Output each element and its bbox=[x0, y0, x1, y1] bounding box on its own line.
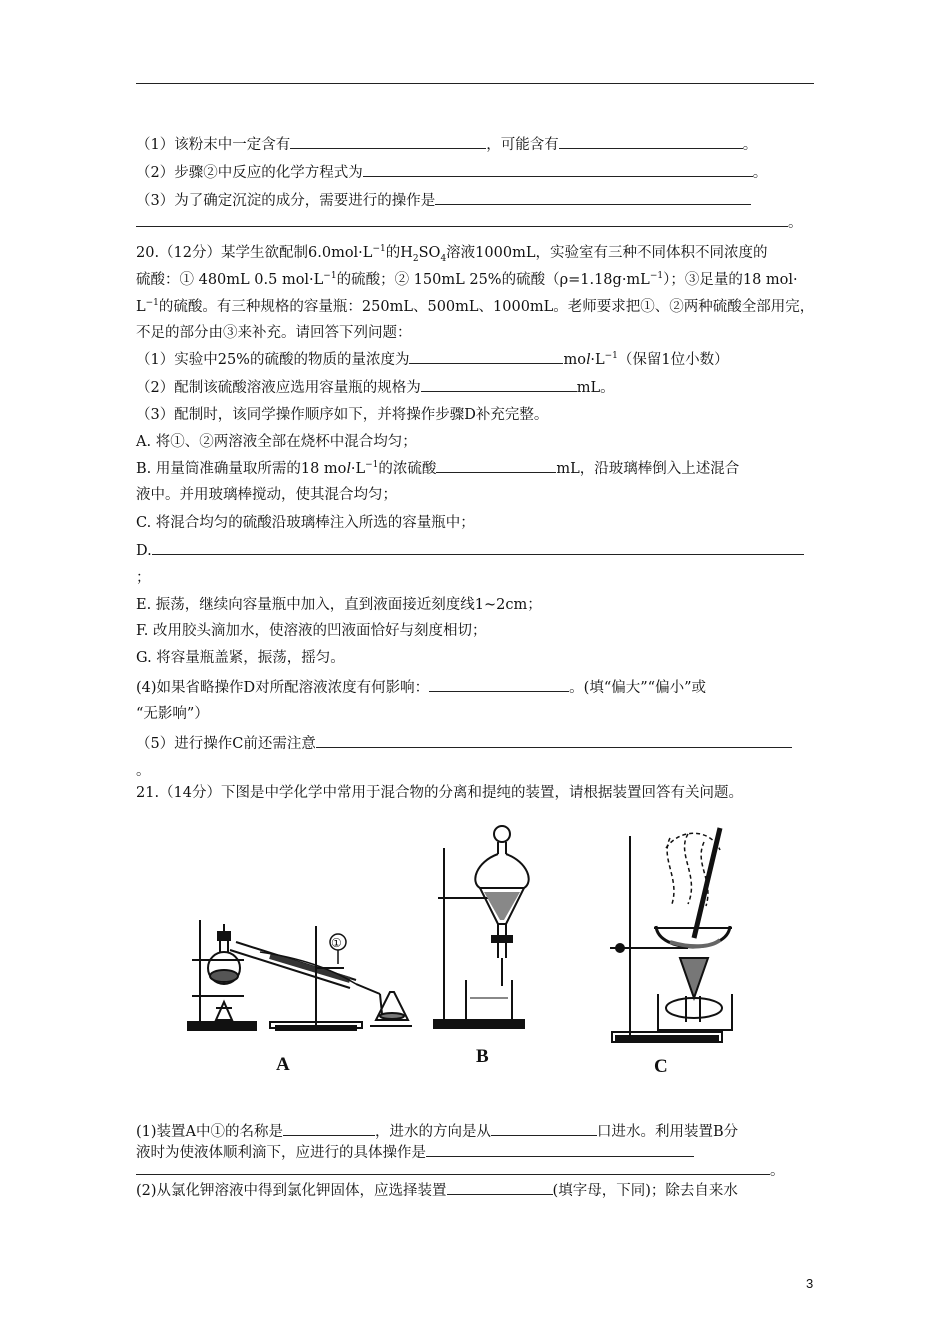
q19-line-3: （3）为了确定沉淀的成分，需要进行的操作是 bbox=[136, 190, 814, 211]
q21-part-2: (2)从氯化钾溶液中得到氯化钾固体，应选择装置 (填字母，下同)；除去自来水 bbox=[136, 1180, 814, 1201]
q19-line-1: （1）该粉末中一定含有 ，可能含有 。 bbox=[136, 134, 814, 155]
label-a: A bbox=[276, 1054, 290, 1075]
q19-line-2: （2）步骤②中反应的化学方程式为 。 bbox=[136, 162, 814, 183]
q20-intro-2: 硫酸：① 480mL 0.5 $mol\cdot L^{-1}$的硫酸；② 150mL 25%的硫酸$(\rho=1.18g\cdot mL^{-1})$；③足量的18 mol· bbox=[136, 271, 798, 288]
q21-intro: 21.（14分）下图是中学化学中常用于混合物的分离和提纯的装置，请根据装置回答有关问题。 bbox=[136, 785, 744, 801]
label-b: B bbox=[476, 1046, 489, 1067]
q20-step-c: C. 将混合均匀的硫酸沿玻璃棒注入所选的容量瓶中； bbox=[136, 515, 475, 531]
q20-part-5-end: 。 bbox=[136, 763, 151, 779]
q21-part-1-end: 。 bbox=[136, 1160, 814, 1181]
apparatus-drawing bbox=[180, 808, 770, 1088]
answer-blank[interactable] bbox=[435, 190, 751, 205]
condenser-marker: ① bbox=[331, 936, 342, 950]
q21-part-1-cont: 液时为使液体顺利滴下，应进行的具体操作是 bbox=[136, 1142, 814, 1163]
q20-part-5: （5）进行操作C前还需注意 bbox=[136, 733, 814, 754]
answer-blank[interactable] bbox=[421, 377, 577, 392]
answer-blank[interactable] bbox=[426, 1142, 694, 1157]
answer-blank[interactable] bbox=[283, 1121, 375, 1136]
q20-step-a: A. 将①、②两溶液全部在烧杯中混合均匀； bbox=[136, 434, 417, 450]
q20-part-2: （2）配制该硫酸溶液应选用容量瓶的规格为 mL。 bbox=[136, 377, 814, 398]
q20-step-b-cont: 液中。并用玻璃棒搅动，使其混合均匀； bbox=[136, 487, 397, 503]
apparatus-b-separatory-funnel bbox=[434, 826, 529, 1028]
answer-blank[interactable] bbox=[136, 212, 788, 227]
apparatus-a-distillation bbox=[188, 920, 412, 1030]
header-rule bbox=[136, 83, 814, 84]
answer-blank[interactable] bbox=[316, 733, 792, 748]
label-c: C bbox=[654, 1056, 668, 1077]
q20-step-d-end: ； bbox=[136, 570, 151, 586]
answer-blank[interactable] bbox=[559, 134, 743, 149]
answer-blank[interactable] bbox=[436, 458, 556, 473]
answer-blank[interactable] bbox=[152, 540, 804, 555]
q21-part-1: (1)装置A中①的名称是 ，进水的方向是从 口进水。利用装置B分 bbox=[136, 1121, 814, 1142]
answer-blank[interactable] bbox=[409, 349, 563, 364]
q20-step-g: G. 将容量瓶盖紧，振荡，摇匀。 bbox=[136, 650, 345, 666]
q20-intro-3: $L^{-1}$的硫酸。有三种规格的容量瓶：250mL、500mL、1000mL。老师要求把①、②两种硫酸全部用完， bbox=[136, 298, 815, 315]
q20-part-3: （3）配制时，该同学操作顺序如下，并将操作步骤D补充完整。 bbox=[136, 407, 549, 423]
answer-blank[interactable] bbox=[491, 1121, 597, 1136]
q20-intro-4: 不足的部分由③来补充。请回答下列问题： bbox=[136, 325, 412, 341]
q20-step-e: E. 振荡，继续向容量瓶中加入，直到液面接近刻度线1~2cm； bbox=[136, 597, 542, 613]
apparatus-figure bbox=[180, 808, 770, 1088]
q20-step-f: F. 改用胶头滴加水，使溶液的凹液面恰好与刻度相切； bbox=[136, 623, 487, 639]
answer-blank[interactable] bbox=[290, 134, 486, 149]
answer-blank[interactable] bbox=[429, 677, 569, 692]
apparatus-c-evaporation bbox=[610, 828, 732, 1042]
q20-part-1: （1）实验中25%的硫酸的物质的量浓度为 $mol\cdot L^{-1}$（保留1位小数） bbox=[136, 351, 729, 368]
q20-part-4: (4)如果省略操作D对所配溶液浓度有何影响： 。(填“偏大”“偏小”或 bbox=[136, 677, 814, 698]
q20-step-b: B. 用量筒准确量取所需的18 $mol\cdot L^{-1}$的浓硫酸 mL，沿玻璃棒倒入上述混合 bbox=[136, 460, 740, 477]
answer-blank[interactable] bbox=[136, 1160, 770, 1175]
q20-part-4-cont: “无影响”） bbox=[136, 706, 209, 722]
q20-step-d: D. bbox=[136, 540, 814, 561]
q20-intro-1: 20.（12分）某学生欲配制$6.0mol\cdot L^{-1}$的$H_2SO_4$溶液1000mL，实验室有三种不同体积不同浓度的 bbox=[136, 244, 768, 264]
page-number: 3 bbox=[806, 1276, 814, 1291]
answer-blank[interactable] bbox=[447, 1180, 553, 1195]
q19-line-4: 。 bbox=[136, 212, 814, 233]
answer-blank[interactable] bbox=[363, 162, 753, 177]
